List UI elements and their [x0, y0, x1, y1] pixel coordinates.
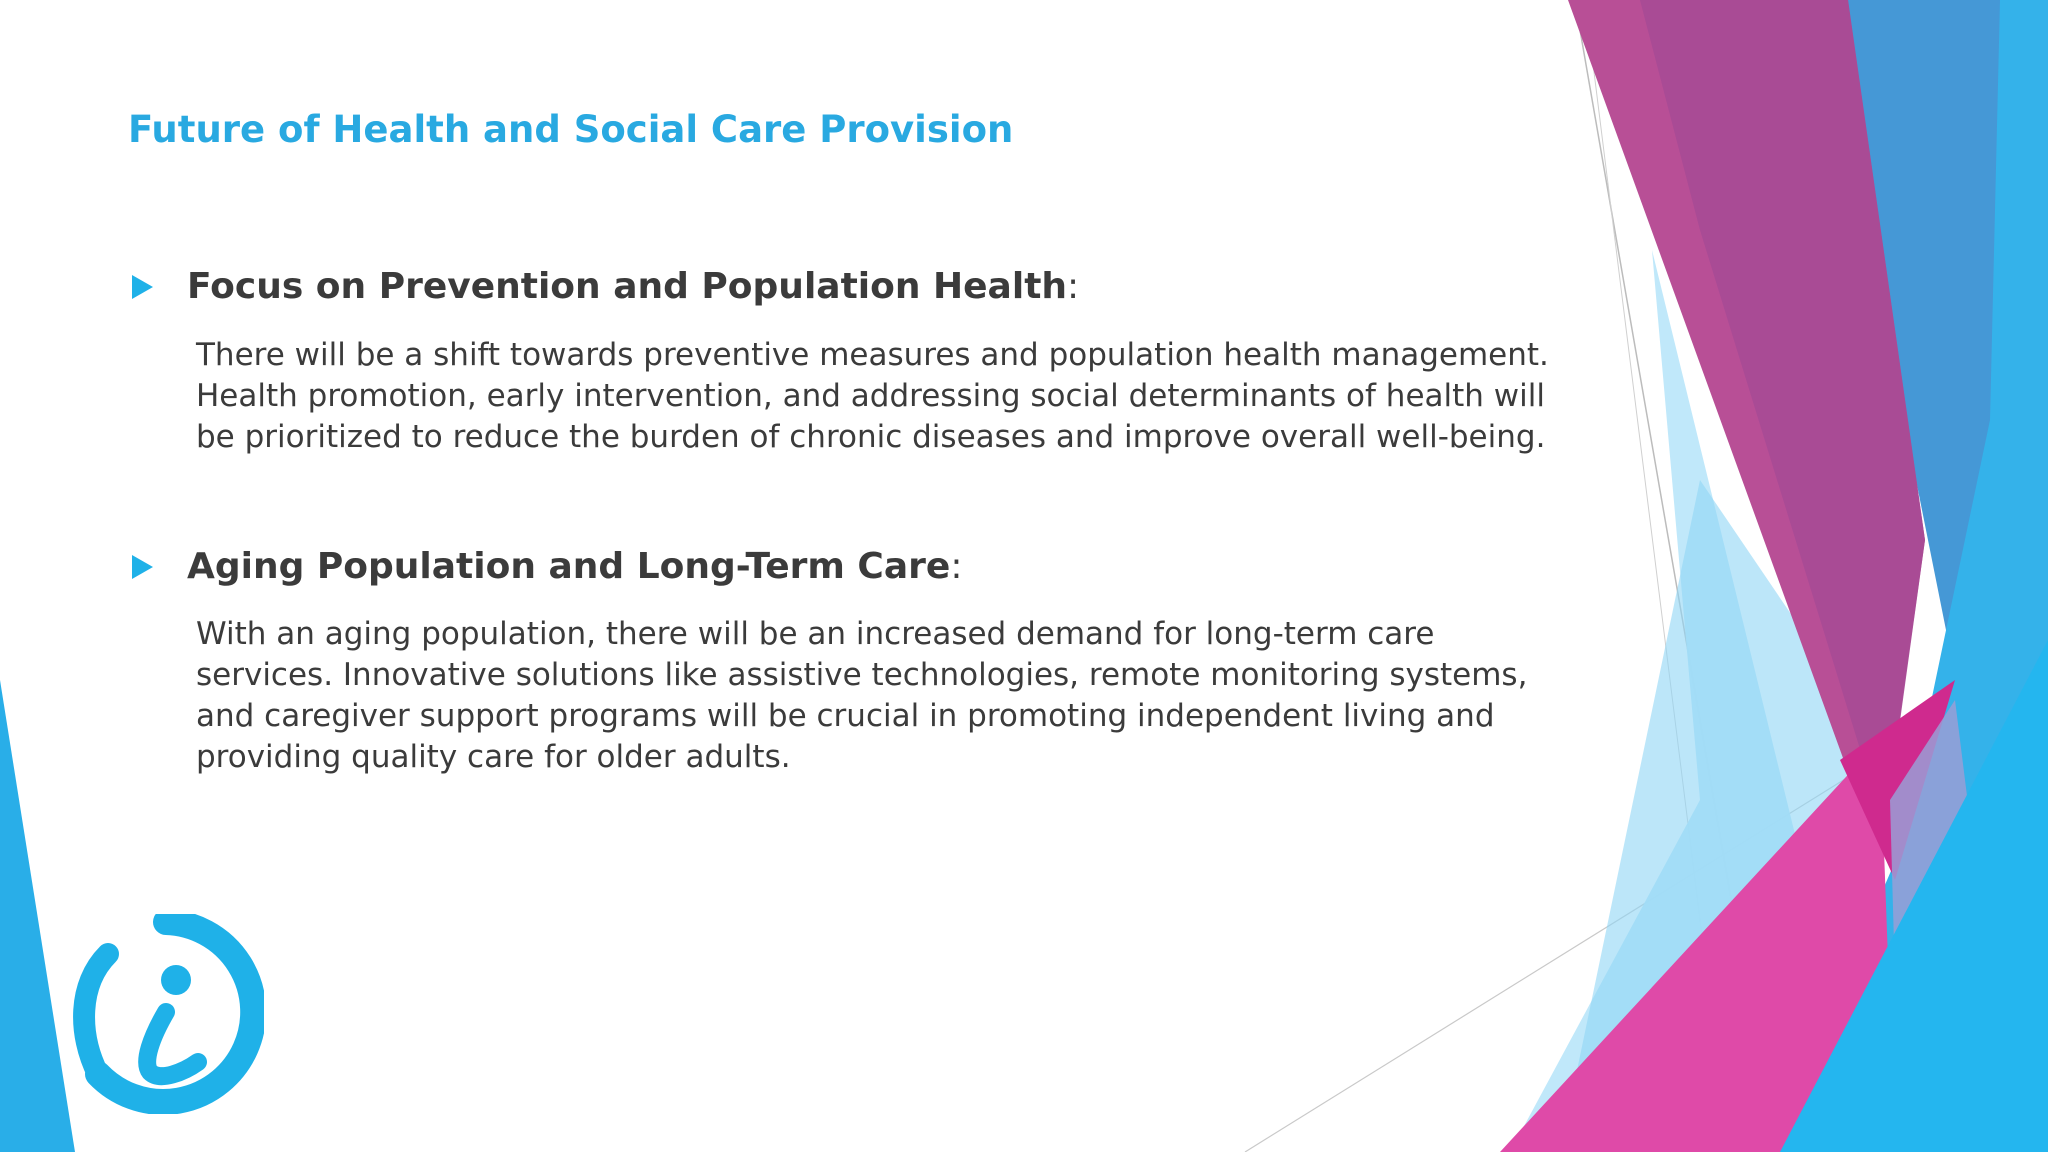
info-logo-icon	[68, 914, 264, 1114]
bullet-heading: Focus on Prevention and Population Health	[187, 266, 1068, 307]
body-line: services. Innovative solutions like assistive technologies, remote monitoring systems,	[196, 657, 1528, 693]
bullet-prevention	[132, 266, 1079, 307]
body-line: providing quality care for older adults.	[196, 739, 791, 775]
bullet-aging	[132, 546, 962, 587]
bullet-colon: :	[950, 546, 963, 587]
triangle-bullet-icon	[132, 555, 153, 579]
body-line: There will be a shift towards preventive measures and population health management.	[196, 337, 1549, 373]
bullet-body-prevention	[196, 335, 1549, 458]
bullet-heading: Aging Population and Long-Term Care	[187, 546, 951, 587]
body-line: With an aging population, there will be an increased demand for long-term care	[196, 616, 1435, 652]
bullet-colon: :	[1067, 266, 1080, 307]
body-line: be prioritized to reduce the burden of chronic diseases and improve overall well-being.	[196, 419, 1546, 455]
body-line: Health promotion, early intervention, and addressing social determinants of health will	[196, 378, 1545, 414]
slide-title: Future of Health and Social Care Provision	[128, 108, 1014, 151]
triangle-bullet-icon	[132, 275, 153, 299]
bullet-body-aging	[196, 614, 1527, 778]
body-line: and caregiver support programs will be crucial in promoting independent living and	[196, 698, 1495, 734]
left-blue-wedge	[0, 680, 75, 1152]
